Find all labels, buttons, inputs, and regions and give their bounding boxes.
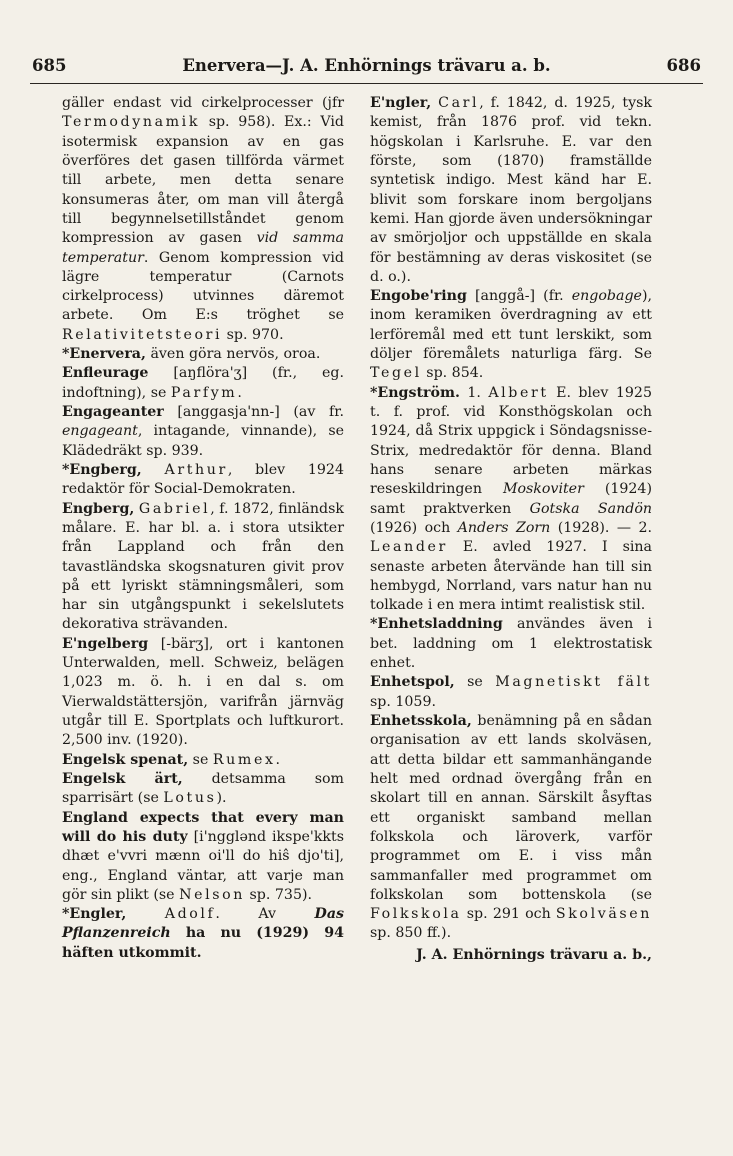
header-rule (30, 83, 703, 84)
running-title: Enervera—J. A. Enhörnings trävaru a. b. (182, 56, 551, 75)
entry-engelsk-art: Engelsk ärt, detsamma som sparrisärt (se Lotus). (62, 770, 344, 807)
entry-england-expects: England expects that every man will do his duty [i'ngglənd ikspe'kkts dhæt e'vvri mænn oi'll do hiŝ djo'ti], eng., England väntar, att varje man gör sin plikt (se Nelson sp. 735). (62, 809, 344, 903)
page-header (30, 52, 703, 82)
entry-continuation: gäller endast vid cirkelprocesser (jfr Termodynamik sp. 958). Ex.: Vid isotermisk expansion av en gas överföres det gasen tillförda värmet till arbete, men detta senare konsumeras åter, om man vill återgå till begynnelsetillståndet genom kompression av gasen vid samma temperatur. Genom kompression vid lägre temperatur (Carnots cirkelprocess) utvinnes däremot arbete. Om E:s tröghet se Relativitetsteori sp. 970. (62, 95, 344, 343)
page-number-right: 686 (666, 56, 701, 75)
right-column (370, 94, 652, 965)
left-column (62, 94, 344, 963)
entry-enhetsskola: Enhetsskola, benämning på en sådan organisation av ett lands skolväsen, att detta bildar ett sammanhängande helt med ordnad övergång från en skolart till en annan. Särskilt åsyftas ett organiskt samband mellan folkskola och läroverk, varför programmet om E. i viss mån sammanfaller med programmet om folkskolan som bottenskola (se Folkskola sp. 291 och Skolväsen sp. 850 ff.). (370, 713, 652, 942)
page-number-left: 685 (32, 56, 67, 75)
entry-engstrom: *Engström. 1. Albert E. blev 1925 t. f. prof. vid Konsthögskolan och 1924, då Strix uppgick i Söndagsnisse-Strix, medredaktör för denna. Bland hans senare arbeten märkas reseskildringen Moskoviter (1924) samt praktverken Gotska Sandön (1926) och Anders Zorn (1928). — 2. Leander E. avled 1927. I sina senaste arbeten återvände han till sin hembygd, Norrland, vars natur han nu tolkade i en mera intimt realistisk stil. (370, 384, 653, 614)
entry-engobering: Engobe'ring [anggå-] (fr. engobage), inom keramiken överdragning av ett lerföremål med ett tunt lerskikt, som döljer föremålets naturliga färg. Se Tegel sp. 854. (370, 288, 652, 382)
entry-enhetspol: Enhetspol, se Magnetiskt fält sp. 1059. (370, 674, 652, 710)
entry-enhetsladdning: *Enhetsladdning användes även i bet. laddning om 1 elektrostatisk enhet. (370, 616, 652, 672)
entry-engler-adolf: *Engler, Adolf. Av Das Pflanzenreich ha nu (1929) 94 häften utkommit. (62, 906, 345, 961)
entry-engler-carl: E'ngler, Carl, f. 1842, d. 1925, tysk kemist, från 1876 prof. vid tekn. högskolan i Karlsruhe. E. var den förste, som (1870) framställde syntetisk indigo. Mest känd har E. blivit som forskare inom bergoljans kemi. Han gjorde även undersökningar av smörjoljor och uppställde en skala för bestämning av deras viskositet (se d. o.). (370, 95, 653, 285)
entry-enfleurage: Enfleurage [aŋflöra'ʒ] (fr., eg. indoftning), se Parfym. (62, 365, 344, 401)
entry-enhornings: J. A. Enhörnings trävaru a. b., (416, 946, 652, 963)
entry-enervera: *Enervera, även göra nervös, oroa. (62, 346, 321, 363)
entry-engelberg: E'ngelberg [-bärʒ], ort i kantonen Unterwalden, mell. Schweiz, belägen 1,023 m. ö. h. i en dal s. om Vierwaldstättersjön, varifrån järnväg utgår till E. Sportplats och luftkurort. 2,500 inv. (1920). (62, 635, 344, 749)
entry-engelsk-spenat: Engelsk spenat, se Rumex. (62, 751, 281, 768)
entry-engberg-gabriel: Engberg, Gabriel, f. 1872, finländsk målare. E. har bl. a. i stora utsikter från Lappland och från den tavastländska skogsnaturen givit prov på ett lyriskt stämningsmåleri, som har sin utgångspunkt i sekelslutets dekorativa strävanden. (62, 500, 344, 633)
entry-engberg-arthur: *Engberg, Arthur, blev 1924 redaktör för Social-Demokraten. (62, 461, 344, 498)
entry-engageanter: Engageanter [anggasja'nn-] (av fr. engageant, intagande, vinnande), se Klädedräkt sp. 939. (62, 404, 344, 459)
